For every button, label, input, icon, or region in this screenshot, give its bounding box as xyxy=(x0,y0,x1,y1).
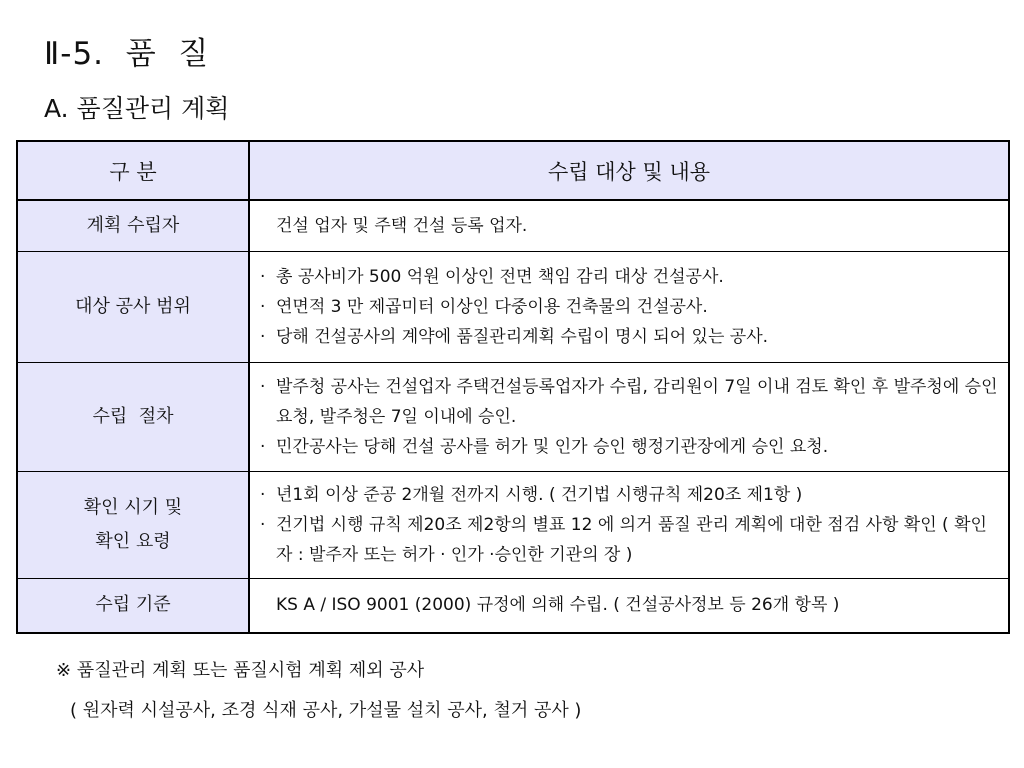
table-row xyxy=(17,251,1009,362)
bullet-text: 민간공사는 당해 건설 공사를 허가 및 인가 승인 행정기관장에게 승인 요청. xyxy=(276,436,829,457)
bullet-item xyxy=(260,292,1000,322)
table-row xyxy=(17,471,1009,578)
row-content-scope xyxy=(249,251,1009,362)
bullet-mark: · xyxy=(260,514,266,535)
bullet-mark: · xyxy=(260,376,266,397)
bullet-mark: · xyxy=(260,484,266,505)
bullet-item xyxy=(260,510,1000,570)
bullet-text: 년1회 이상 준공 2개월 전까지 시행. ( 건기법 시행규칙 제20조 제1항 ) xyxy=(276,484,803,505)
bullet-item xyxy=(260,322,1000,352)
exclusion-note: ※ 품질관리 계획 또는 품질시험 계획 제외 공사 xyxy=(56,660,425,681)
header-content: 수립 대상 및 내용 xyxy=(249,141,1009,200)
bullet-item xyxy=(260,372,1000,432)
row-label-planner: 계획 수립자 xyxy=(17,200,249,251)
content-line: KS A / ISO 9001 (2000) 규정에 의해 수립. ( 건설공사정보 등 26개 항목 ) xyxy=(276,595,840,616)
bullet-mark: · xyxy=(260,326,266,347)
bullet-item xyxy=(260,262,1000,292)
bullet-mark: · xyxy=(260,436,266,457)
table-row xyxy=(17,362,1009,471)
row-label-inspection: 확인 시기 및 확인 요령 xyxy=(17,471,249,578)
bullet-item xyxy=(260,480,1000,510)
page-title: Ⅱ-5. 품 질 xyxy=(44,36,210,72)
table-header-row xyxy=(17,141,1009,200)
row-label-standard: 수립 기준 xyxy=(17,578,249,633)
bullet-mark: · xyxy=(260,296,266,317)
bullet-text: 발주청 공사는 건설업자 주택건설등록업자가 수립, 감리원이 7일 이내 검토 확인 후 발주청에 승인요청, 발주청은 7일 이내에 승인. xyxy=(276,376,998,427)
table-row xyxy=(17,200,1009,251)
content-line: 건설 업자 및 주택 건설 등록 업자. xyxy=(276,215,528,236)
bullet-text: 당해 건설공사의 계약에 품질관리계획 수립이 명시 되어 있는 공사. xyxy=(276,326,769,347)
section-subtitle: A. 품질관리 계획 xyxy=(44,94,230,123)
exclusion-note-detail: ( 원자력 시설공사, 조경 식재 공사, 가설물 설치 공사, 철거 공사 ) xyxy=(70,700,582,721)
row-content-procedure xyxy=(249,362,1009,471)
row-label-procedure: 수립 절차 xyxy=(17,362,249,471)
row-content-standard xyxy=(249,578,1009,633)
header-category: 구 분 xyxy=(17,141,249,200)
row-label-scope: 대상 공사 범위 xyxy=(17,251,249,362)
bullet-text: 연면적 3 만 제곱미터 이상인 다중이용 건축물의 건설공사. xyxy=(276,296,708,317)
bullet-mark: · xyxy=(260,266,266,287)
table-row xyxy=(17,578,1009,633)
quality-plan-table xyxy=(16,140,1010,634)
row-content-planner xyxy=(249,200,1009,251)
bullet-text: 건기법 시행 규칙 제20조 제2항의 별표 12 에 의거 품질 관리 계획에 대한 점검 사항 확인 ( 확인자 : 발주자 또는 허가 · 인가 ·승인한 기관의 장 ) xyxy=(276,514,987,565)
bullet-text: 총 공사비가 500 억원 이상인 전면 책임 감리 대상 건설공사. xyxy=(276,266,724,287)
row-content-inspection xyxy=(249,471,1009,578)
bullet-item xyxy=(260,432,1000,462)
